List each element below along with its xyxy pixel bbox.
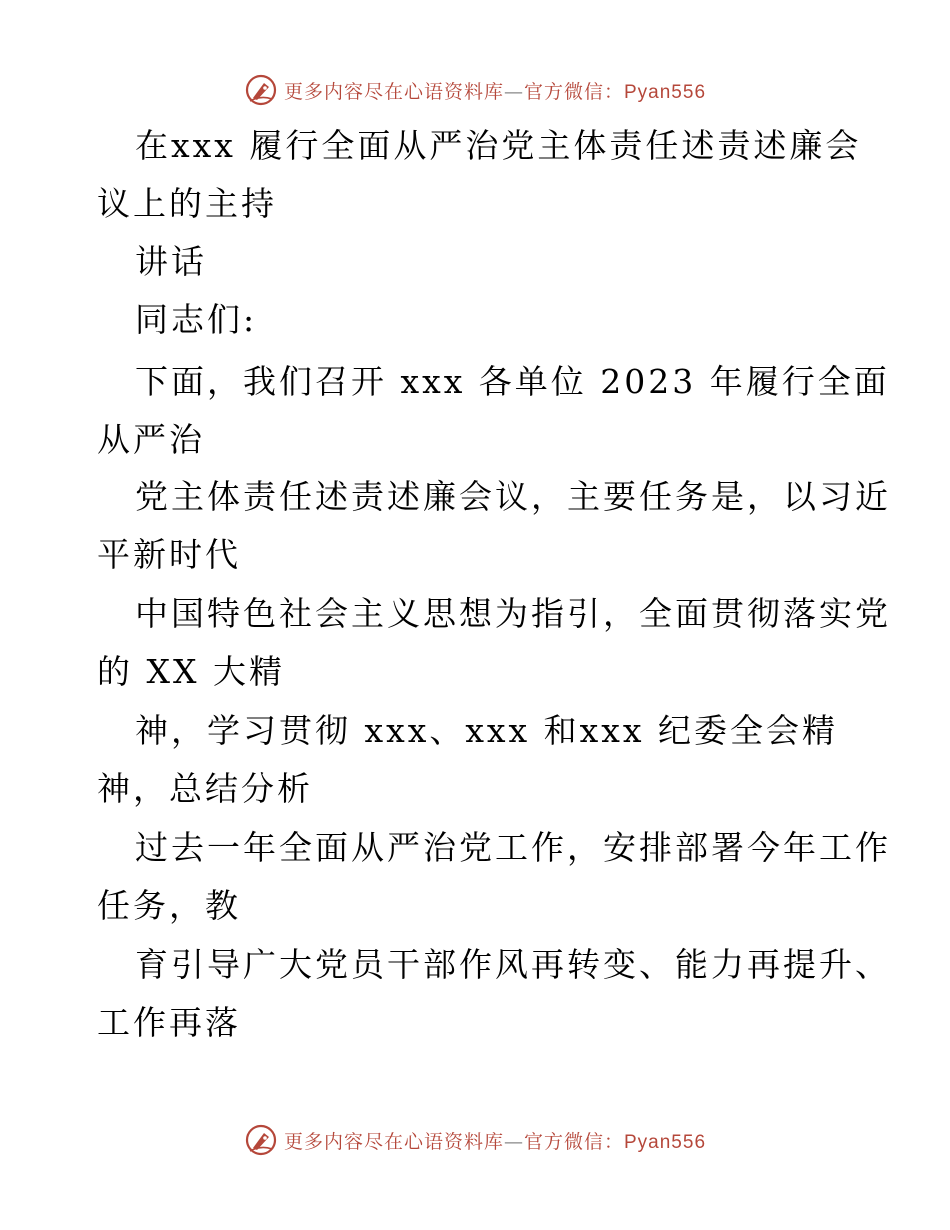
paragraph-line: 神，学习贯彻 xxx、xxx 和xxx 纪委全会精 bbox=[135, 711, 838, 750]
watermark-text: 更多内容尽在心语资料库—官方微信：Pyan556 bbox=[283, 80, 707, 103]
paragraph-line: 中国特色社会主义思想为指引，全面贯彻落实党 bbox=[135, 594, 891, 633]
pen-nib-logo-icon bbox=[244, 73, 278, 107]
paragraph-line: 育引导广大党员干部作风再转变、能力再提升、 bbox=[135, 945, 891, 984]
salutation: 同志们: bbox=[135, 300, 258, 339]
footer-watermark bbox=[0, 1120, 950, 1160]
paragraph-line: 神，总结分析 bbox=[97, 769, 313, 808]
title-line-3: 讲话 bbox=[135, 242, 207, 281]
paragraph-line: 过去一年全面从严治党工作，安排部署今年工作 bbox=[135, 828, 891, 867]
watermark-text: 更多内容尽在心语资料库—官方微信：Pyan556 bbox=[283, 1130, 707, 1153]
header-watermark bbox=[0, 70, 950, 110]
pen-nib-logo-icon bbox=[244, 1123, 278, 1157]
paragraph-line: 党主体责任述责述廉会议，主要任务是，以习近 bbox=[135, 477, 891, 516]
title-line-2: 议上的主持 bbox=[97, 184, 277, 223]
title-line-1: 在xxx 履行全面从严治党主体责任述责述廉会 bbox=[135, 126, 862, 165]
paragraph-line: 下面，我们召开 xxx 各单位 2023 年履行全面 bbox=[135, 362, 890, 401]
paragraph-line: 平新时代 bbox=[97, 535, 241, 574]
paragraph-line: 的 XX 大精 bbox=[97, 652, 285, 691]
paragraph-line: 从严治 bbox=[97, 420, 205, 459]
paragraph-line: 工作再落 bbox=[97, 1003, 241, 1042]
paragraph-line: 任务，教 bbox=[97, 886, 241, 925]
